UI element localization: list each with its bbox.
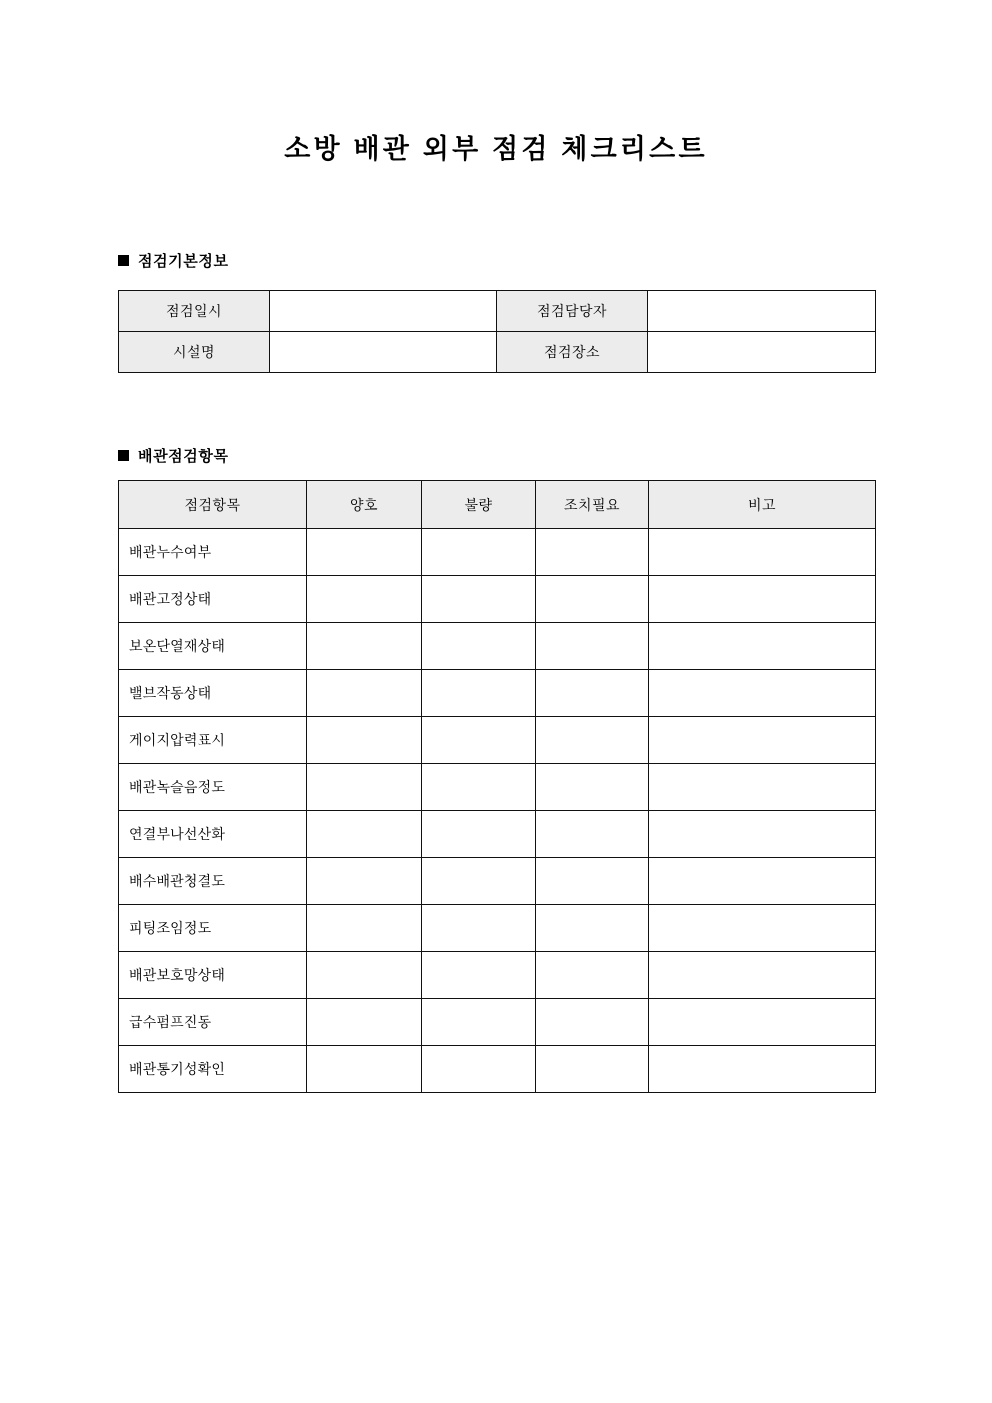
cell-good-mark[interactable] <box>307 858 422 905</box>
table-row <box>119 623 876 670</box>
table-row <box>119 291 876 332</box>
column-header-action: 조치필요 <box>536 481 649 529</box>
field-value-facility-name[interactable] <box>270 332 497 373</box>
table-row <box>119 905 876 952</box>
cell-action-mark[interactable] <box>536 764 649 811</box>
cell-note[interactable] <box>649 576 876 623</box>
cell-action-mark[interactable] <box>536 905 649 952</box>
cell-action-mark[interactable] <box>536 811 649 858</box>
column-header-bad: 불량 <box>422 481 536 529</box>
basic-info-table <box>118 290 876 373</box>
black-square-icon <box>118 255 129 266</box>
section-heading-pipe-items <box>118 445 229 466</box>
table-row <box>119 858 876 905</box>
cell-item-name: 배관고정상태 <box>119 576 307 623</box>
section-heading-basic-info-label: 점검기본정보 <box>138 253 229 270</box>
cell-bad-mark[interactable] <box>422 576 536 623</box>
field-value-inspection-location[interactable] <box>648 332 876 373</box>
cell-bad-mark[interactable] <box>422 764 536 811</box>
field-label-inspector: 점검담당자 <box>497 291 648 332</box>
field-value-inspection-datetime[interactable] <box>270 291 497 332</box>
table-row <box>119 529 876 576</box>
column-header-note: 비고 <box>649 481 876 529</box>
cell-item-name: 배관녹슬음정도 <box>119 764 307 811</box>
field-label-inspection-datetime: 점검일시 <box>119 291 270 332</box>
cell-bad-mark[interactable] <box>422 952 536 999</box>
cell-good-mark[interactable] <box>307 717 422 764</box>
field-label-facility-name: 시설명 <box>119 332 270 373</box>
cell-action-mark[interactable] <box>536 858 649 905</box>
table-row <box>119 999 876 1046</box>
page-title: 소방 배관 외부 점검 체크리스트 <box>284 134 708 164</box>
table-header-row <box>119 481 876 529</box>
section-heading-basic-info <box>118 250 229 271</box>
cell-bad-mark[interactable] <box>422 905 536 952</box>
cell-good-mark[interactable] <box>307 576 422 623</box>
field-label-inspection-location: 점검장소 <box>497 332 648 373</box>
cell-note[interactable] <box>649 811 876 858</box>
table-row <box>119 811 876 858</box>
cell-item-name: 밸브작동상태 <box>119 670 307 717</box>
cell-item-name: 배수배관청결도 <box>119 858 307 905</box>
cell-action-mark[interactable] <box>536 717 649 764</box>
cell-note[interactable] <box>649 905 876 952</box>
table-row <box>119 717 876 764</box>
cell-good-mark[interactable] <box>307 811 422 858</box>
cell-note[interactable] <box>649 858 876 905</box>
column-header-item: 점검항목 <box>119 481 307 529</box>
column-header-good: 양호 <box>307 481 422 529</box>
table-row <box>119 332 876 373</box>
cell-bad-mark[interactable] <box>422 999 536 1046</box>
cell-item-name: 연결부나선산화 <box>119 811 307 858</box>
cell-action-mark[interactable] <box>536 529 649 576</box>
cell-item-name: 보온단열재상태 <box>119 623 307 670</box>
cell-bad-mark[interactable] <box>422 811 536 858</box>
cell-item-name: 배관누수여부 <box>119 529 307 576</box>
cell-item-name: 급수펌프진동 <box>119 999 307 1046</box>
cell-note[interactable] <box>649 952 876 999</box>
cell-item-name: 배관보호망상태 <box>119 952 307 999</box>
cell-note[interactable] <box>649 717 876 764</box>
field-value-inspector[interactable] <box>648 291 876 332</box>
black-square-icon <box>118 450 129 461</box>
cell-bad-mark[interactable] <box>422 623 536 670</box>
cell-good-mark[interactable] <box>307 1046 422 1093</box>
cell-action-mark[interactable] <box>536 952 649 999</box>
cell-bad-mark[interactable] <box>422 858 536 905</box>
cell-note[interactable] <box>649 670 876 717</box>
cell-good-mark[interactable] <box>307 999 422 1046</box>
cell-note[interactable] <box>649 529 876 576</box>
cell-note[interactable] <box>649 764 876 811</box>
table-row <box>119 576 876 623</box>
table-row <box>119 764 876 811</box>
cell-good-mark[interactable] <box>307 905 422 952</box>
section-heading-pipe-items-label: 배관점검항목 <box>138 448 229 465</box>
cell-note[interactable] <box>649 999 876 1046</box>
cell-good-mark[interactable] <box>307 623 422 670</box>
cell-good-mark[interactable] <box>307 952 422 999</box>
pipe-inspection-table <box>118 480 876 1093</box>
table-row <box>119 1046 876 1093</box>
cell-good-mark[interactable] <box>307 670 422 717</box>
cell-action-mark[interactable] <box>536 623 649 670</box>
cell-bad-mark[interactable] <box>422 1046 536 1093</box>
cell-bad-mark[interactable] <box>422 529 536 576</box>
table-row <box>119 952 876 999</box>
cell-bad-mark[interactable] <box>422 717 536 764</box>
cell-good-mark[interactable] <box>307 529 422 576</box>
cell-item-name: 피팅조임정도 <box>119 905 307 952</box>
cell-good-mark[interactable] <box>307 764 422 811</box>
cell-action-mark[interactable] <box>536 576 649 623</box>
cell-item-name: 게이지압력표시 <box>119 717 307 764</box>
cell-bad-mark[interactable] <box>422 670 536 717</box>
cell-action-mark[interactable] <box>536 670 649 717</box>
cell-item-name: 배관통기성확인 <box>119 1046 307 1093</box>
cell-note[interactable] <box>649 623 876 670</box>
table-row <box>119 670 876 717</box>
cell-action-mark[interactable] <box>536 999 649 1046</box>
cell-action-mark[interactable] <box>536 1046 649 1093</box>
cell-note[interactable] <box>649 1046 876 1093</box>
